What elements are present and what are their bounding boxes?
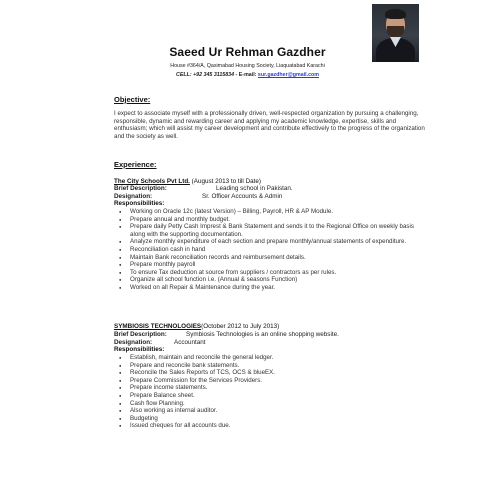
responsibility-item: ● To ensure Tax deduction at source from suppliers / contractors as per rules.	[118, 269, 430, 277]
responsibility-item: ● Cash flow Planning.	[118, 400, 430, 408]
cell-number: CELL: +92 345 3115834	[176, 72, 235, 78]
job-header	[114, 323, 279, 330]
responsibility-item: ● Prepare annual and monthly budget.	[118, 216, 430, 224]
experience-heading: Experience:	[114, 160, 157, 169]
responsibilities-label: Responsibilities:	[114, 200, 165, 207]
brief-label: Brief Description:	[114, 331, 167, 338]
responsibility-item: ● Prepare monthly payroll	[118, 261, 430, 269]
designation-text: Sr. Officer Accounts & Admin	[202, 193, 283, 200]
brief-text: Leading school in Pakistan.	[216, 185, 293, 192]
responsibility-item: ● Also working as internal auditor.	[118, 407, 430, 415]
email-link[interactable]: sur.gazdher@gmail.com	[257, 72, 319, 78]
designation-row	[114, 193, 282, 200]
responsibility-item: ● Analyze monthly expenditure of each section and prepare monthly/annual statements of expenditure.	[118, 238, 430, 246]
designation-row	[114, 339, 206, 346]
brief-row	[114, 331, 339, 338]
job-period: (October 2012 to July 2013)	[201, 323, 280, 330]
objective-text: I expect to associate myself with a professionally driven, well-respected organization by pursuing a challenging, responsible, dynamic and rewarding career and applying my academic knowledge, expertise, skills and enthusiasm; which will assist my career development and contribute effectively to the progress of the organization and the society as well.	[114, 110, 425, 140]
job-period: (August 2013 to till Date)	[189, 178, 261, 185]
responsibility-item: ● Issued cheques for all accounts due.	[118, 422, 430, 430]
brief-text: Symbiosis Technologies is an online shopping website.	[186, 331, 339, 338]
responsibility-item: ● Prepare and reconcile bank statements.	[118, 362, 430, 370]
responsibility-item: ● Prepare income statements.	[118, 384, 430, 392]
responsibility-item: ● Reconcile the Sales Reports of TCS, OCS & blueEX.	[118, 369, 430, 377]
responsibility-item: ● Organize all school function i.e. (Annual & seasons Function)	[118, 276, 430, 284]
job-header	[114, 178, 261, 185]
responsibilities-label: Responsibilities:	[114, 346, 165, 353]
responsibilities-list	[118, 354, 430, 430]
company-name: The City Schools Pvt Ltd.	[114, 178, 190, 185]
responsibility-item: ● Prepare Balance sheet.	[118, 392, 430, 400]
contact-line	[0, 72, 495, 78]
responsibility-item: ● Maintain Bank reconciliation records and reimbursement details.	[118, 254, 430, 262]
responsibility-item: ● Prepare Commission for the Services Providers.	[118, 377, 430, 385]
email-label: - E-mail:	[234, 72, 258, 78]
brief-row	[114, 185, 293, 192]
responsibility-item: ● Worked on all Repair & Maintenance during the year.	[118, 284, 430, 292]
address: House #364/A, Qasimabad Housing Society, Liaquatabad Karachi	[170, 63, 325, 69]
responsibility-item: ● Establish, maintain and reconcile the general ledger.	[118, 354, 430, 362]
responsibilities-list	[118, 208, 430, 292]
responsibility-item: ● Prepare daily Petty Cash Imprest & Bank Statement and sends it to the Regional Office on weekly basis along with the supporting documentation.	[118, 223, 430, 238]
responsibility-item: ● Budgeting	[118, 415, 430, 423]
responsibility-item: ● Reconciliation cash in hand	[118, 246, 430, 254]
company-name: SYMBIOSIS TECHNOLOGIES	[114, 323, 202, 330]
responsibility-item: ● Working on Oracle 12c (latest Version) – Billing, Payroll, HR & AP Module.	[118, 208, 430, 216]
objective-heading: Objective:	[114, 95, 151, 104]
designation-label: Designation:	[114, 193, 153, 200]
brief-label: Brief Description:	[114, 185, 167, 192]
designation-label: Designation:	[114, 339, 153, 346]
designation-text: Accountant	[174, 339, 206, 346]
applicant-name: Saeed Ur Rehman Gazdher	[169, 45, 326, 59]
